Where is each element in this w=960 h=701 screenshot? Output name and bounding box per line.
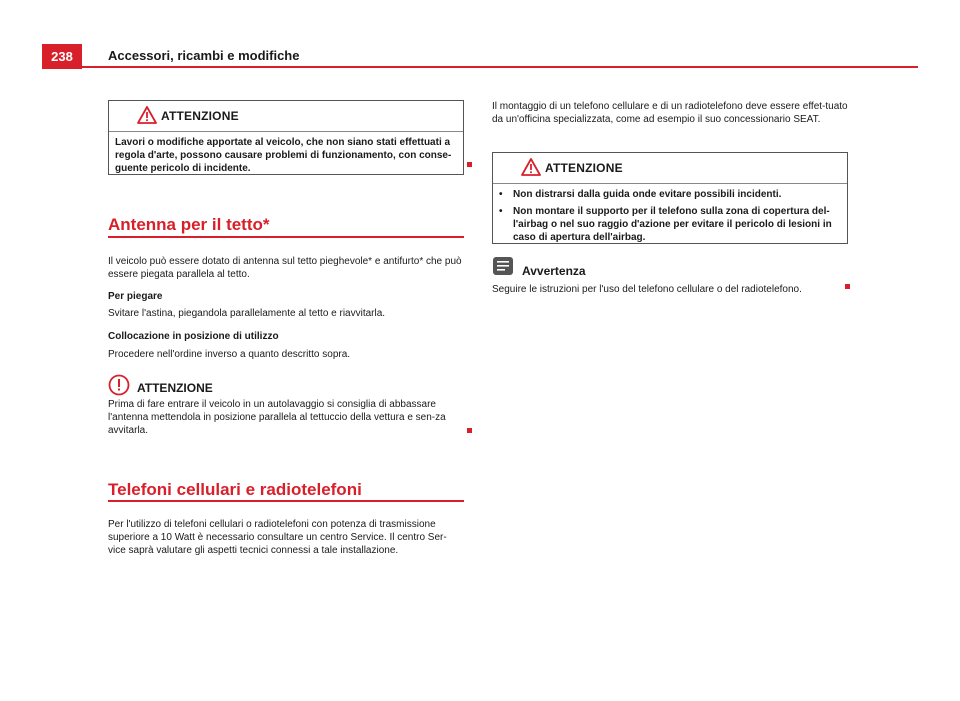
note-icon [492, 256, 514, 281]
warning-list-item [499, 205, 841, 244]
antenna-intro: Il veicolo può essere dotato di antenna sul tetto pieghevole* e antifurto* che può essere piegata parallela al tetto. [108, 256, 462, 280]
header-rule [82, 66, 918, 68]
page-number: 238 [42, 44, 82, 69]
section-title-phones: Telefoni cellulari e radiotelefoni [108, 480, 362, 499]
warning-list [499, 188, 841, 244]
antenna-fold-heading: Per piegare [108, 291, 163, 302]
section-rule [108, 236, 464, 238]
section-end-marker [467, 162, 472, 167]
note-title: Avvertenza [522, 264, 586, 278]
antenna-fold-text: Svitare l'astina, piegandola parallelamente al tetto e riavvitarla. [108, 308, 386, 319]
page-header-title: Accessori, ricambi e modifiche [108, 48, 300, 63]
section-end-marker [467, 428, 472, 433]
warning-box-modifications [108, 100, 464, 175]
section-end-marker [845, 284, 850, 289]
warning-item-text: Non distrarsi dalla guida onde evitare possibili incidenti. [513, 189, 782, 200]
section-title-antenna: Antenna per il tetto* [108, 215, 270, 234]
warning-title: ATTENZIONE [161, 109, 239, 123]
warning-list-item [499, 188, 841, 201]
warning-box-header [493, 153, 847, 184]
warning-triangle-icon [521, 158, 541, 181]
note-text: Seguire le istruzioni per l'uso del telefono cellulare o del radiotelefono. [492, 284, 802, 295]
warning-body [493, 184, 847, 252]
warning-box-phones [492, 152, 848, 244]
exclamation-circle-icon [108, 374, 130, 401]
phones-text: Per l'utilizzo di telefoni cellulari o radiotelefoni con potenza di trasmissione superiore a 10 Watt è necessario consultare un centro Service. Il centro Ser-vice saprà valutare gli aspetti tecnici connessi a tale installazione. [108, 519, 447, 556]
warning-body: Lavori o modifiche apportate al veicolo, che non siano stati effettuati a regola d'arte, possono causare problemi di funzionamento, con conse-guente pericolo di incidente. [115, 137, 452, 174]
warning-box-header [109, 101, 463, 132]
section-rule [108, 500, 464, 502]
bullet-icon: • [499, 206, 503, 217]
antenna-use-heading: Collocazione in posizione di utilizzo [108, 331, 279, 342]
warning-triangle-icon [137, 106, 157, 129]
right-intro: Il montaggio di un telefono cellulare e di un radiotelefono deve essere effet-tuato da un'officina specializzata, come ad esempio il suo concessionario SEAT. [492, 101, 848, 125]
antenna-use-text: Procedere nell'ordine inverso a quanto descritto sopra. [108, 349, 351, 360]
antenna-caution-text: Prima di fare entrare il veicolo in un autolavaggio si consiglia di abbassare l'antenna mettendola in posizione parallela al tettuccio della vettura e sen-za avvitarla. [108, 399, 446, 436]
warning-item-text: Non montare il supporto per il telefono sulla zona di copertura del-l'airbag o nel suo raggio d'azione per evitare il pericolo di lesioni in caso di apertura dell'airbag. [513, 206, 832, 243]
warning-title: ATTENZIONE [545, 161, 623, 175]
antenna-caution-title: ATTENZIONE [137, 381, 213, 395]
bullet-icon: • [499, 189, 503, 200]
